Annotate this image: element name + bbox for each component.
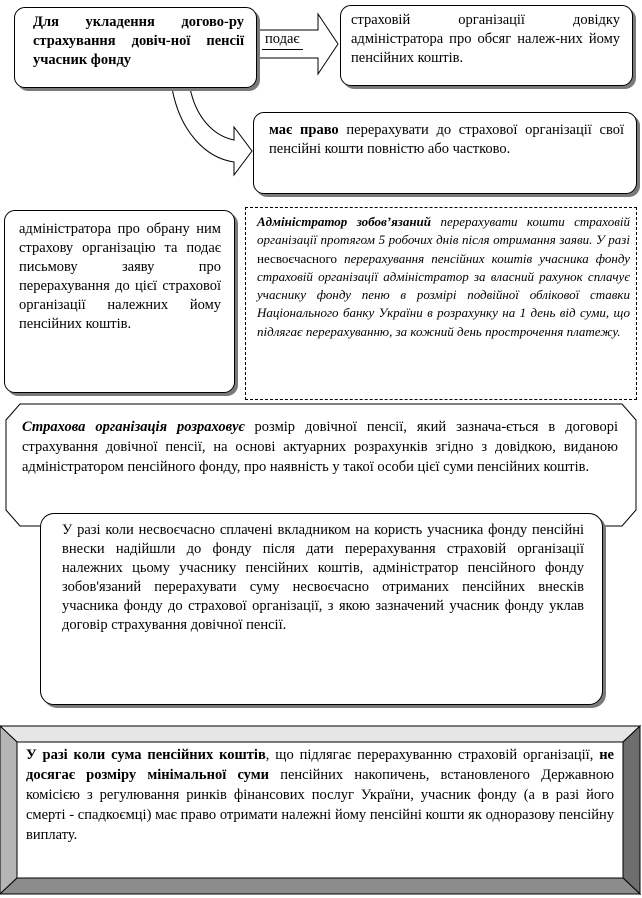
- min-sum-inner: [17, 742, 623, 878]
- admin-obliged-normal: несвоєчасного: [257, 250, 337, 266]
- min-sum-bold-1: У разі коли сума пенсійних коштів: [26, 747, 266, 763]
- curved-arrow-icon: [172, 88, 252, 175]
- admin-obliged-box: [245, 207, 637, 400]
- right-to-transfer-box: [253, 112, 637, 194]
- admin-obliged-text-1: перерахувати кошти страховій організації протягом 5 робочих днів після отримання заяви. У разі: [257, 214, 631, 248]
- certificate-box: [340, 5, 633, 86]
- arrow-label: подає: [262, 30, 303, 50]
- admin-obliged-text-2: перерахування пенсійних коштів учасника фонду страховій організації адміністратор за власний рахунок сплачує учаснику фонду пеню в розмірі подвійної облікової ставки Національного банку України в розрахунку на 1 день від суми, що підлягає перерахуванню, за кожний день прострочення платежу.: [257, 250, 630, 339]
- certificate-box-text: страховій організації довідку адміністратора про обсяг належ-них йому пенсійних коштів.: [351, 12, 620, 66]
- insurer-calculates-text: розмір довічної пенсії, який зазнача-ється в договорі страхування довічної пенсії, на основі актуарних розрахунків згідно з довідкою, виданою адміністратором пенсійного фонду, про наявність у такої особи цієї суми пенсійних коштів.: [22, 419, 618, 475]
- start-box-text: Для укладення догово-ру страхування довіч-ної пенсії учасник фонду: [33, 14, 244, 68]
- min-sum-box: [0, 726, 640, 894]
- late-payments-text: У разі коли несвоєчасно сплачені вкладником на користь учасника фонду пенсійні внески надійшли до фонду після дати перерахування страховій організації належних цьому учаснику пенсійних коштів, адміністратор пенсійного фонду зобов'язаний перерахувати суму несвоєчасно отриманих пенсійних внесків учасника фонду до страхової організації, з якою зазначений учасник фонду уклав договір страхування довічної пенсії.: [62, 522, 584, 633]
- min-sum-text-2: пенсійних накопичень, встановленого Державною комісією з регулювання ринків фінансових послуг України, учасник фонду (а в разі його смерті - спадкоємці) має право отримати належні йому пенсійні кошти як одноразову пенсійну виплату.: [26, 767, 614, 843]
- min-sum-text-1: , що підлягає перерахуванню страховій організації,: [265, 747, 600, 763]
- right-to-transfer-bold: має право: [269, 122, 339, 138]
- insurer-calculates-banner: [22, 411, 624, 511]
- admin-obliged-bold: Адміністратор зобов’язаний: [257, 214, 432, 229]
- start-box: [14, 7, 257, 88]
- min-sum-bold-2: не досягає розміру мінімальної суми: [26, 747, 614, 783]
- insurer-calculates-bold: Страхова організація розраховує: [22, 419, 245, 435]
- admin-notify-text: адміністратора про обрану ним страхову організацію та подає письмову заяву про перерахування до цієї страхової організації належних йому пенсійних коштів.: [19, 221, 221, 332]
- late-payments-box: [40, 513, 603, 705]
- admin-notify-box: [4, 210, 235, 393]
- right-to-transfer-text: перерахувати до страхової організації свої пенсійні кошти повністю або частково.: [269, 122, 624, 157]
